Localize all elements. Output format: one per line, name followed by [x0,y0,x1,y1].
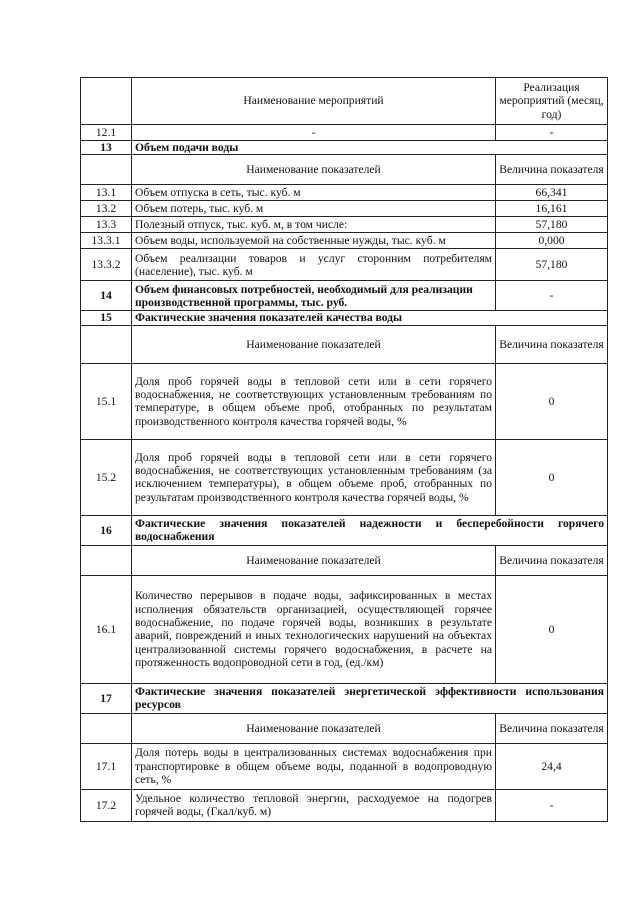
section-title: Фактические значения показателей энергетической эффективности использования ресурсов [132,683,608,713]
section-number: 14 [81,281,132,311]
table-header-row [81,78,608,125]
section-number: 16 [81,515,132,545]
row-value: 0 [496,363,608,439]
row-number: 13.2 [81,201,132,217]
section-row [81,141,608,155]
subheader-row [81,713,608,743]
section-row [81,281,608,311]
row-name: Количество перерывов в подаче воды, зафиксированных в местах исполнения обязательств организацией, осуществляющей горячее водоснабжение, по подаче горячей воды, возникших в результате аварий, повреждений и иных технологических нарушений на объектах централизованной системы горячего водоснабжения, в расчете на протяженность водопроводной сети в год, (ед./км) [132,575,496,683]
row-name: Доля проб горячей воды в тепловой сети или в сети горячего водоснабжения, не соответствующих установленным требованиям по температуре, в общем объеме проб, отобранных по результатам производственного контроля качества горячей воды, % [132,363,496,439]
section-number: 17 [81,683,132,713]
section-row [81,683,608,713]
section-value: - [496,281,608,311]
table-row [81,363,608,439]
table-row [81,439,608,515]
subheader-value: Величина показателя [496,545,608,575]
subheader-empty-cell [81,545,132,575]
row-value: 57,180 [496,249,608,281]
table-row [81,201,608,217]
row-name: Объем реализации товаров и услуг сторонним потребителям (население), тыс. куб. м [132,249,496,281]
table-row [81,233,608,249]
row-number: 17.2 [81,789,132,821]
section-number: 15 [81,311,132,325]
row-value: - [496,125,608,141]
row-number: 16.1 [81,575,132,683]
subheader-value: Величина показателя [496,155,608,185]
row-number: 13.3 [81,217,132,233]
section-number: 13 [81,141,132,155]
section-row [81,311,608,325]
row-value: 57,180 [496,217,608,233]
section-title: Фактические значения показателей качества воды [132,311,608,325]
table-row [81,125,608,141]
section-row [81,515,608,545]
subheader-name: Наименование показателей [132,545,496,575]
row-name: Удельное количество тепловой энергии, расходуемое на подогрев горячей воды, (Гкал/куб. м) [132,789,496,821]
subheader-name: Наименование показателей [132,713,496,743]
section-title: Объем подачи воды [132,141,608,155]
header-empty-cell [81,78,132,125]
subheader-value: Величина показателя [496,325,608,363]
subheader-name: Наименование показателей [132,155,496,185]
subheader-value: Величина показателя [496,713,608,743]
row-name: Доля проб горячей воды в тепловой сети или в сети горячего водоснабжения, не соответствующих установленным требованиям (за исключением температуры), в общем объеме проб, отобранных по результатам производственного контроля качества горячей воды, % [132,439,496,515]
section-title: Фактические значения показателей надежности и бесперебойности горячего водоснабжения [132,515,608,545]
table-row [81,217,608,233]
subheader-empty-cell [81,155,132,185]
subheader-row [81,325,608,363]
row-value: 16,161 [496,201,608,217]
indicators-table [80,77,608,822]
table-row [81,575,608,683]
row-name: Полезный отпуск, тыс. куб. м, в том числе: [132,217,496,233]
row-number: 15.1 [81,363,132,439]
table-row [81,249,608,281]
row-number: 17.1 [81,743,132,789]
subheader-row [81,545,608,575]
row-name: - [132,125,496,141]
row-name: Доля потерь воды в централизованных системах водоснабжения при транспортировке в общем объеме воды, поданной в водопроводную сеть, % [132,743,496,789]
row-number: 13.3.2 [81,249,132,281]
section-title: Объем финансовых потребностей, необходимый для реализации производственной программы, тыс. руб. [132,281,496,311]
subheader-name: Наименование показателей [132,325,496,363]
row-value: 24,4 [496,743,608,789]
row-name: Объем потерь, тыс. куб. м [132,201,496,217]
row-value: 0 [496,439,608,515]
row-number: 13.1 [81,185,132,201]
subheader-row [81,155,608,185]
table-row [81,743,608,789]
table-row [81,185,608,201]
subheader-empty-cell [81,713,132,743]
row-value: 66,341 [496,185,608,201]
row-name: Объем отпуска в сеть, тыс. куб. м [132,185,496,201]
header-impl-cell: Реализация мероприятий (месяц, год) [496,78,608,125]
row-number: 15.2 [81,439,132,515]
header-name-cell: Наименование мероприятий [132,78,496,125]
subheader-empty-cell [81,325,132,363]
row-value: 0,000 [496,233,608,249]
row-value: - [496,789,608,821]
table-row [81,789,608,821]
row-number: 12.1 [81,125,132,141]
row-number: 13.3.1 [81,233,132,249]
row-value: 0 [496,575,608,683]
row-name: Объем воды, используемой на собственные нужды, тыс. куб. м [132,233,496,249]
